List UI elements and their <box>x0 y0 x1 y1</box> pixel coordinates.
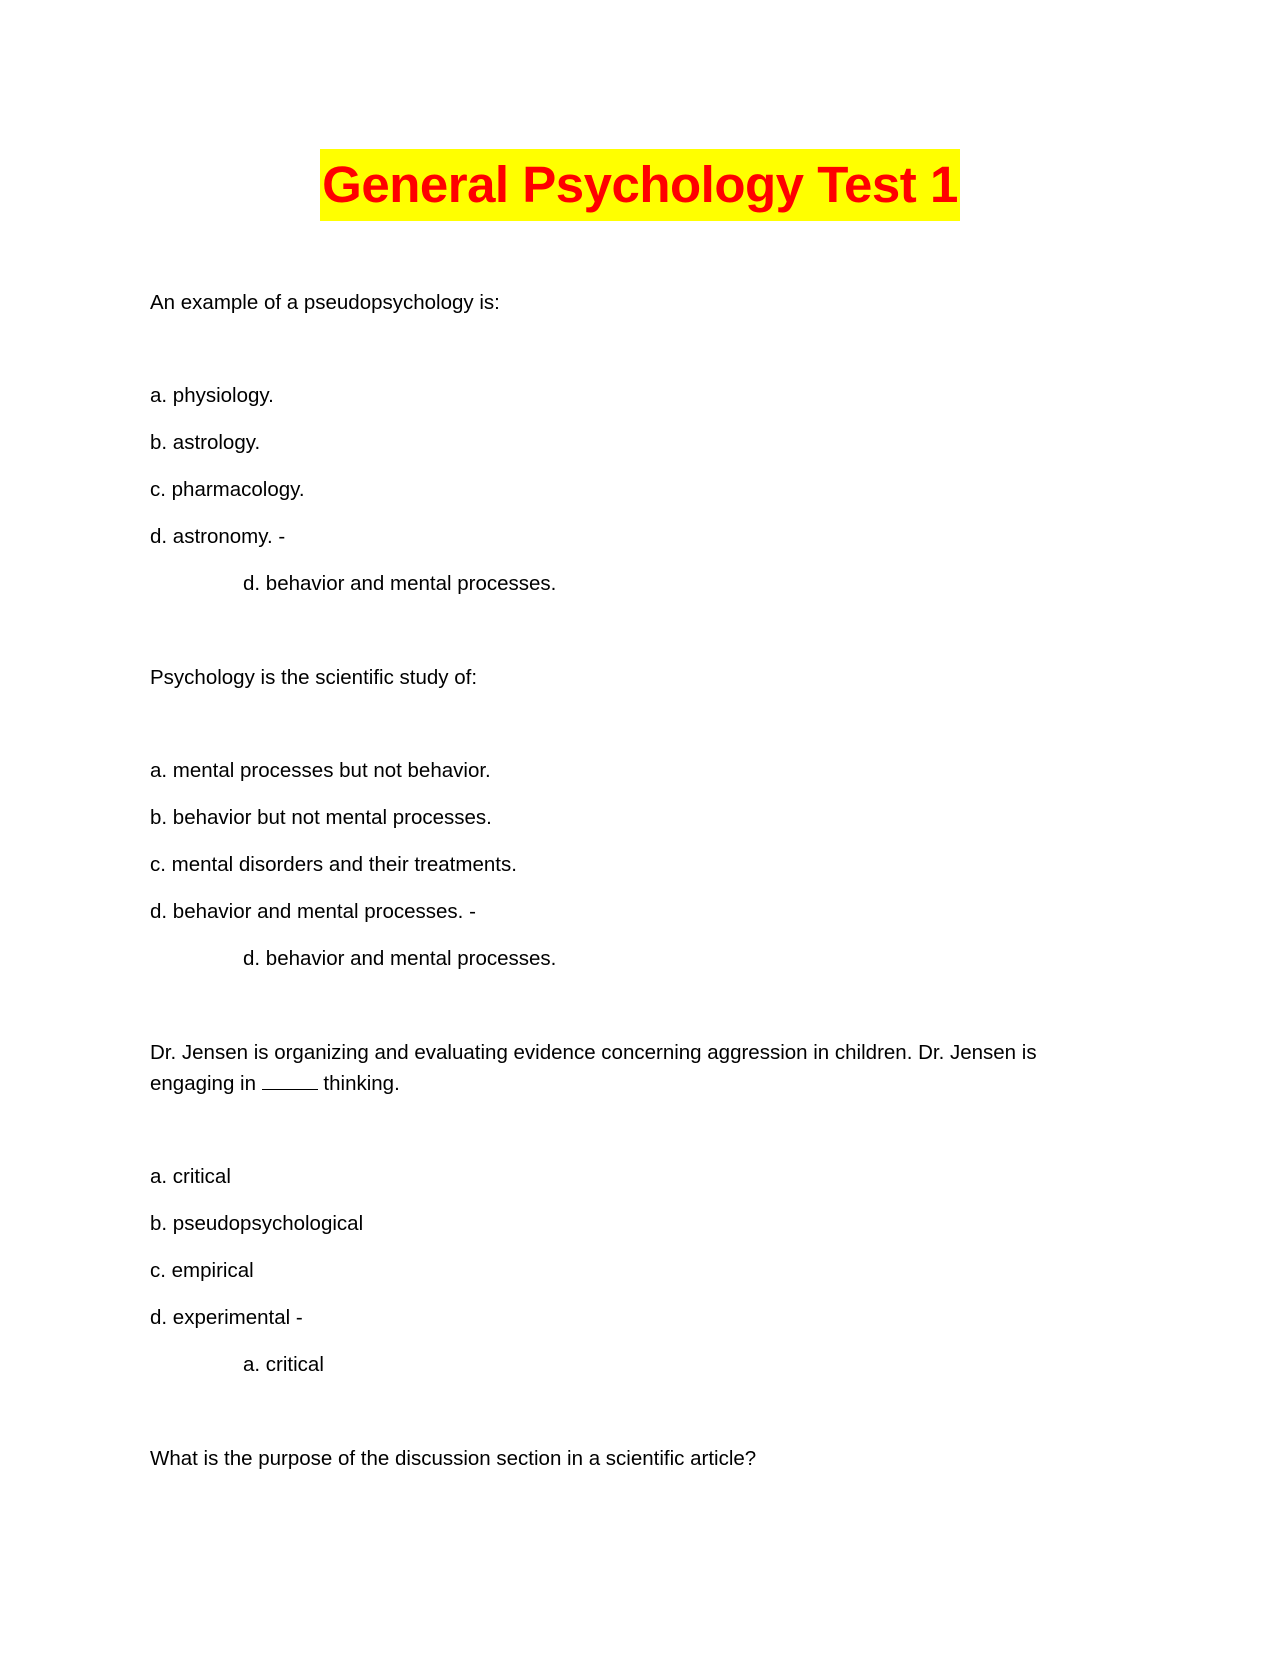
spacer <box>150 693 1070 755</box>
question-1-option-b: b. astrology. <box>150 431 261 454</box>
question-list <box>150 287 1070 1474</box>
question-1-option-c: c. pharmacology. <box>150 478 305 501</box>
spacer <box>150 318 1070 380</box>
question-3-option-c: c. empirical <box>150 1259 254 1282</box>
question-2-option-b: b. behavior but not mental processes. <box>150 806 492 829</box>
question-2-answer: d. behavior and mental processes. <box>243 947 557 970</box>
question-3-prompt <box>150 1037 1070 1099</box>
page-title: General Psychology Test 1 <box>320 149 960 221</box>
question-1-answer: d. behavior and mental processes. <box>243 572 557 595</box>
question-3-option-b: b. pseudopsychological <box>150 1212 364 1235</box>
fill-in-blank <box>262 1071 318 1090</box>
question-1-option-d: d. astronomy. - <box>150 525 286 548</box>
question-1-option-a: a. physiology. <box>150 384 274 407</box>
title-container <box>0 149 1280 221</box>
question-3-option-a: a. critical <box>150 1165 231 1188</box>
question-2-option-a: a. mental processes but not behavior. <box>150 759 491 782</box>
question-4-prompt: What is the purpose of the discussion section in a scientific article? <box>150 1447 757 1470</box>
question-2-option-c: c. mental disorders and their treatments. <box>150 853 517 876</box>
question-3-prompt-after-blank: thinking. <box>323 1072 400 1095</box>
question-3-prompt-before-blank: Dr. Jensen is organizing and evaluating evidence concerning aggression in children. Dr. Jensen is engaging in <box>150 1041 1037 1095</box>
spacer <box>150 1099 1070 1161</box>
question-1-prompt: An example of a pseudopsychology is: <box>150 291 500 314</box>
question-3-answer: a. critical <box>243 1353 324 1376</box>
question-2-prompt: Psychology is the scientific study of: <box>150 666 478 689</box>
question-3-option-d: d. experimental - <box>150 1306 303 1329</box>
question-2-option-d: d. behavior and mental processes. - <box>150 900 476 923</box>
